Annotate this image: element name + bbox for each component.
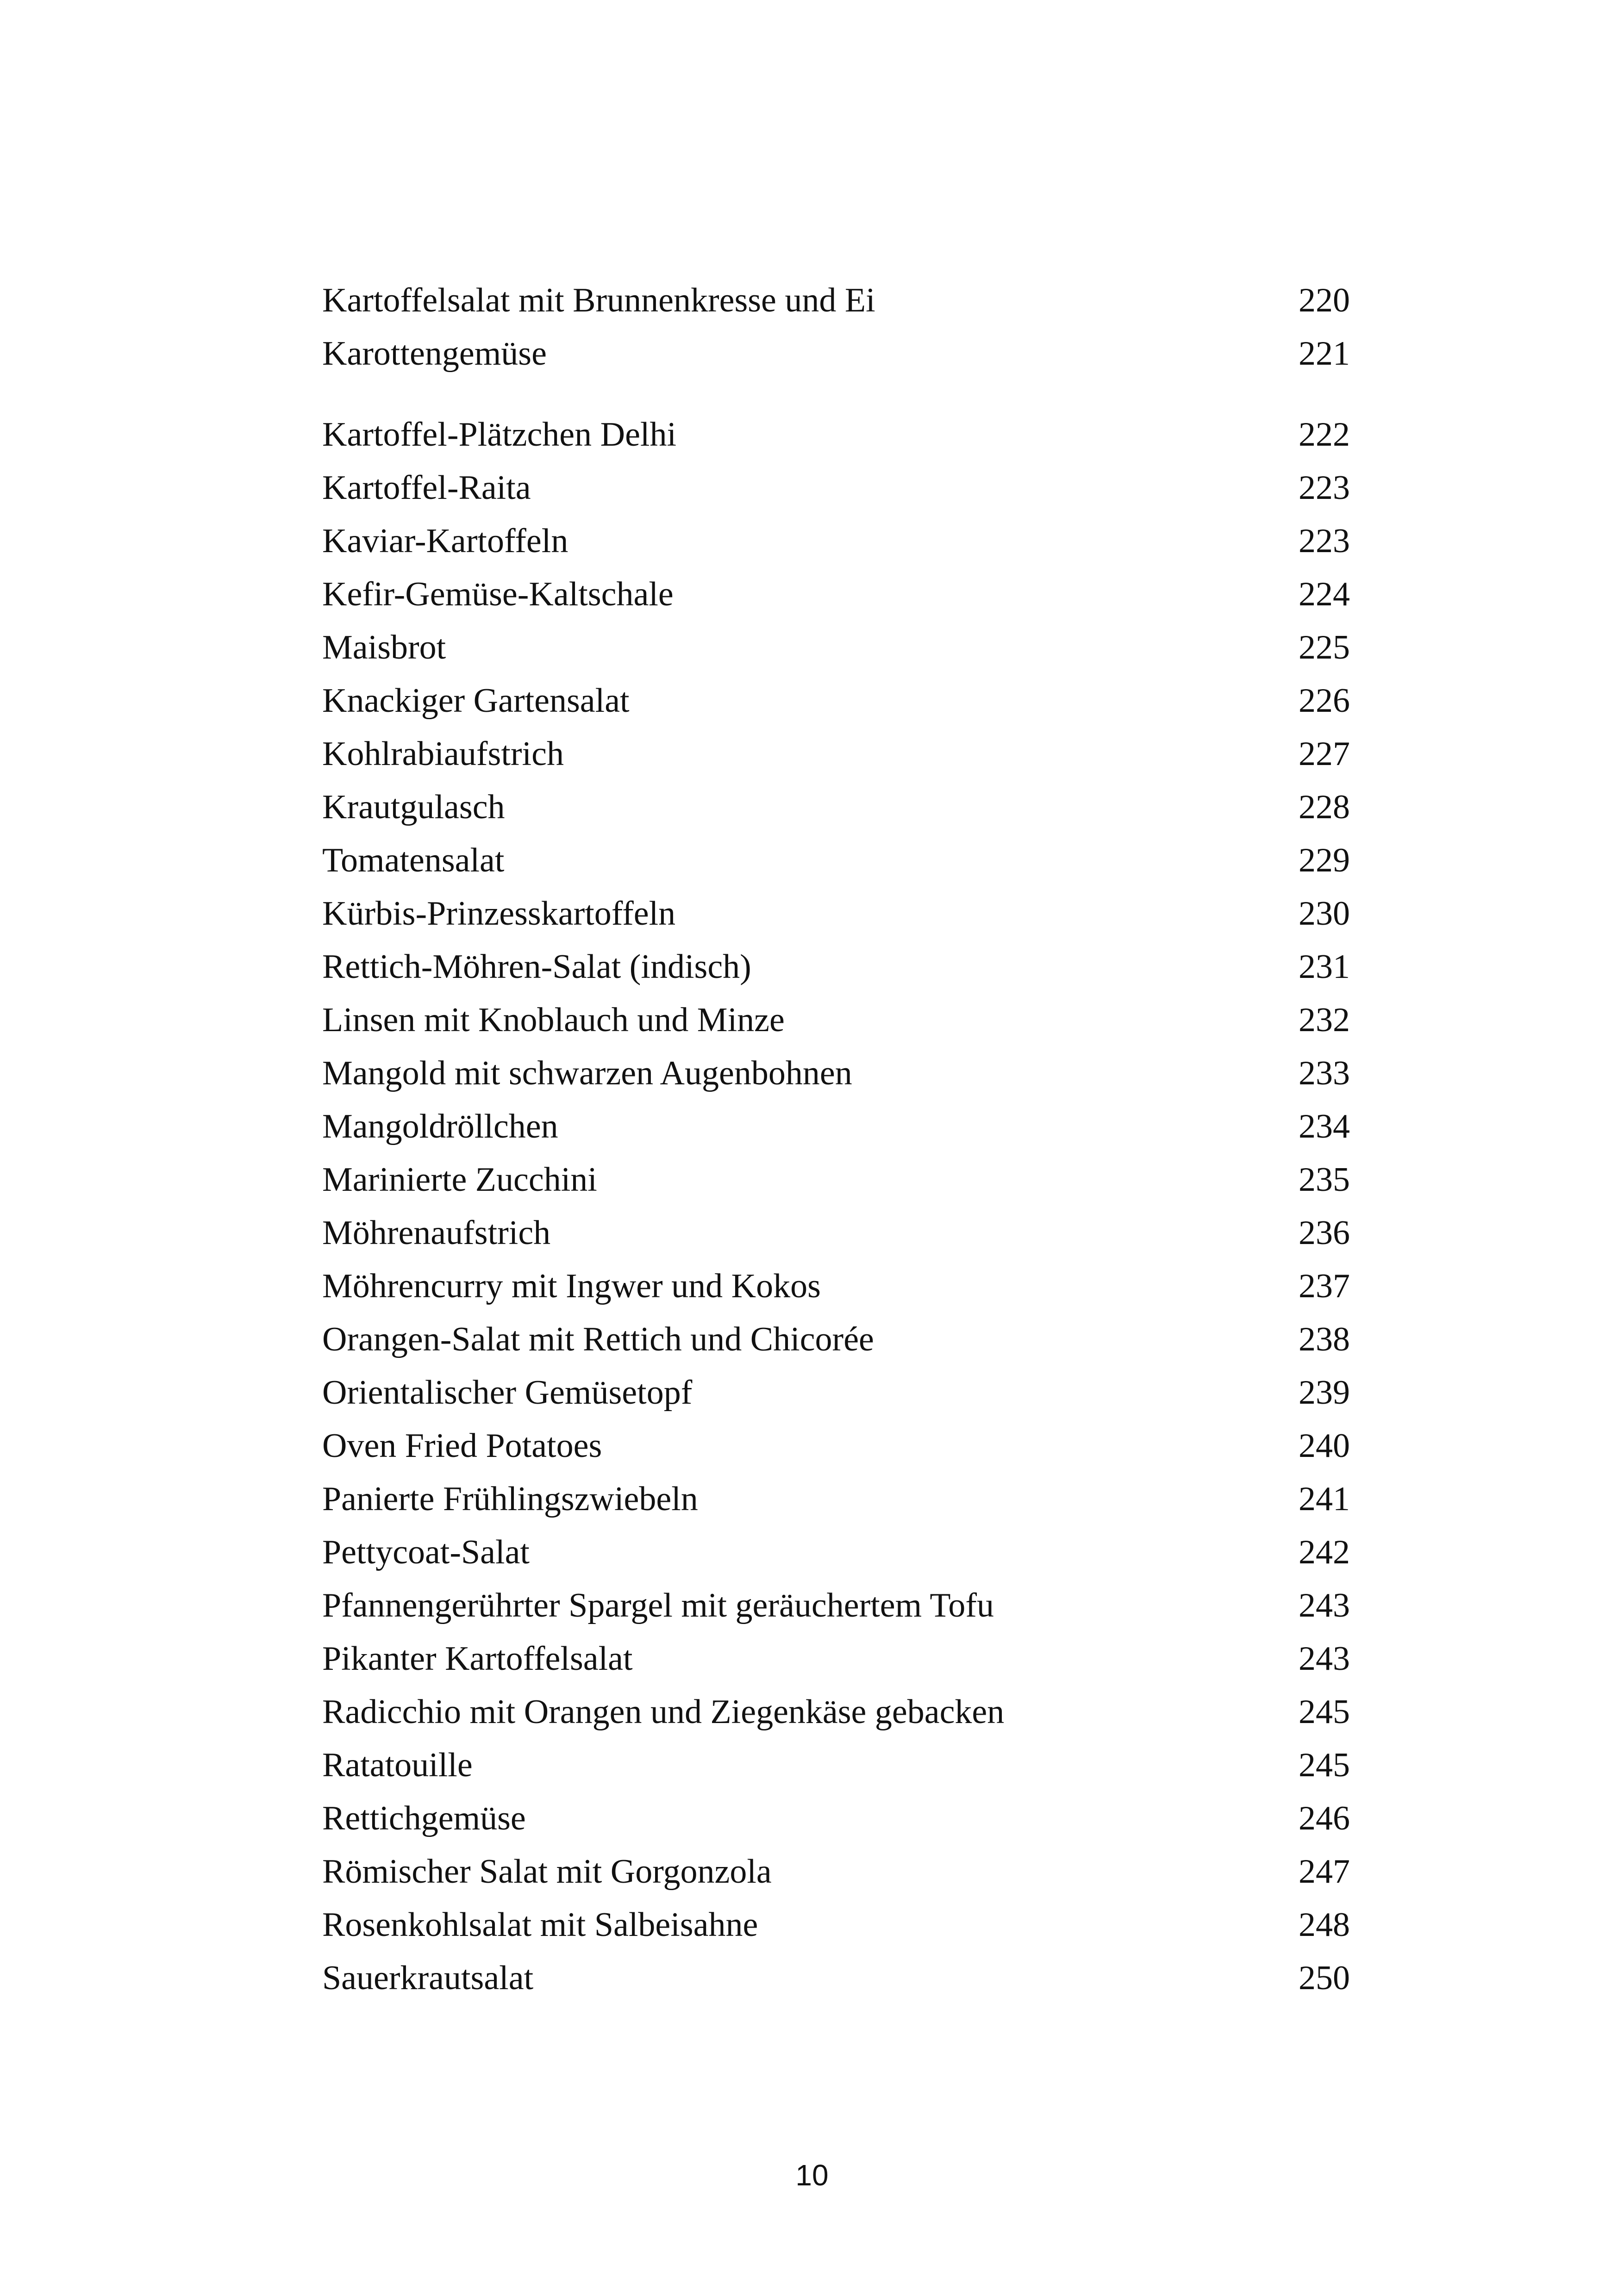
toc-entry-title: Marinierte Zucchini (322, 1161, 597, 1199)
toc-entry (322, 1686, 1350, 1739)
toc-entry-page: 236 (1299, 1214, 1350, 1252)
toc-entry (322, 1100, 1350, 1153)
toc-entry-page: 239 (1299, 1374, 1350, 1412)
toc-entry-title: Krautgulasch (322, 788, 505, 826)
toc-entry (322, 674, 1350, 728)
toc-entry-page: 227 (1299, 735, 1350, 773)
toc-entry-page: 247 (1299, 1853, 1350, 1891)
toc-entry (322, 1473, 1350, 1526)
toc-entry-title: Kürbis-Prinzesskartoffeln (322, 895, 676, 933)
toc-entry (322, 1526, 1350, 1579)
toc-entry-page: 228 (1299, 788, 1350, 826)
toc-entry-page: 238 (1299, 1320, 1350, 1358)
toc-entry (322, 1898, 1350, 1952)
toc-entry-title: Kefir-Gemüse-Kaltschale (322, 575, 674, 613)
toc-entry-page: 242 (1299, 1533, 1350, 1571)
toc-entry (322, 1366, 1350, 1419)
toc-entry-title: Mangoldröllchen (322, 1108, 558, 1145)
toc-entry-page: 241 (1299, 1480, 1350, 1518)
toc-entry-page: 248 (1299, 1906, 1350, 1944)
toc-entry-page: 225 (1299, 628, 1350, 666)
toc-entry-title: Rettich-Möhren-Salat (indisch) (322, 948, 751, 986)
toc-entry (322, 1419, 1350, 1473)
toc-entry (322, 568, 1350, 621)
toc-entry-title: Kaviar-Kartoffeln (322, 522, 568, 560)
toc-entry-page: 221 (1299, 335, 1350, 373)
toc-entry-title: Oven Fried Potatoes (322, 1427, 602, 1465)
toc-entry-title: Kartoffel-Raita (322, 469, 531, 507)
toc-entry (322, 781, 1350, 834)
toc-entry (322, 940, 1350, 994)
toc-entry-page: 235 (1299, 1161, 1350, 1199)
toc-entry-page: 237 (1299, 1267, 1350, 1305)
toc-entry-title: Römischer Salat mit Gorgonzola (322, 1853, 772, 1891)
toc-entry-page: 246 (1299, 1799, 1350, 1837)
toc-entry-page: 234 (1299, 1108, 1350, 1145)
page-number: 10 (795, 2159, 829, 2192)
toc-entry (322, 1047, 1350, 1100)
toc-entry (322, 515, 1350, 568)
toc-entry (322, 1579, 1350, 1632)
toc-entry-title: Linsen mit Knoblauch und Minze (322, 1001, 785, 1039)
toc-entry-title: Kartoffel-Plätzchen Delhi (322, 416, 677, 454)
toc-entry-page: 223 (1299, 469, 1350, 507)
table-of-contents (322, 274, 1350, 2005)
toc-entry-page: 229 (1299, 841, 1350, 879)
toc-entry-title: Möhrenaufstrich (322, 1214, 551, 1252)
toc-entry-page: 250 (1299, 1959, 1350, 1997)
toc-entry (322, 408, 1350, 461)
toc-entry (322, 274, 1350, 327)
toc-entry-title: Orangen-Salat mit Rettich und Chicorée (322, 1320, 874, 1358)
toc-entry-title: Knackiger Gartensalat (322, 682, 630, 720)
toc-entry (322, 728, 1350, 781)
toc-entry (322, 1260, 1350, 1313)
toc-entry-title: Ratatouille (322, 1746, 473, 1784)
toc-entry-page: 240 (1299, 1427, 1350, 1465)
toc-entry-title: Kartoffelsalat mit Brunnenkresse und Ei (322, 281, 875, 319)
toc-entry-page: 243 (1299, 1640, 1350, 1678)
toc-entry-page: 226 (1299, 682, 1350, 720)
toc-entry-page: 222 (1299, 416, 1350, 454)
toc-entry-page: 223 (1299, 522, 1350, 560)
toc-entry-page: 245 (1299, 1693, 1350, 1731)
toc-entry-page: 231 (1299, 948, 1350, 986)
toc-entry (322, 1313, 1350, 1366)
toc-entry-page: 245 (1299, 1746, 1350, 1784)
toc-entry (322, 887, 1350, 940)
toc-entry-title: Mangold mit schwarzen Augenbohnen (322, 1054, 852, 1092)
toc-entry-title: Pfannengerührter Spargel mit geräuchertem Tofu (322, 1587, 994, 1624)
toc-entry-title: Maisbrot (322, 628, 446, 666)
toc-entry-title: Pikanter Kartoffelsalat (322, 1640, 633, 1678)
toc-entry-title: Pettycoat-Salat (322, 1533, 530, 1571)
toc-entry-page: 230 (1299, 895, 1350, 933)
toc-entry (322, 1207, 1350, 1260)
toc-entry-title: Tomatensalat (322, 841, 505, 879)
toc-entry-title: Orientalischer Gemüsetopf (322, 1374, 693, 1412)
toc-entry-page: 220 (1299, 281, 1350, 319)
toc-entry (322, 1792, 1350, 1845)
toc-entry-page: 232 (1299, 1001, 1350, 1039)
toc-entry (322, 1845, 1350, 1898)
toc-entry-title: Rettichgemüse (322, 1799, 526, 1837)
toc-entry (322, 1153, 1350, 1207)
toc-entry (322, 621, 1350, 674)
toc-entry (322, 327, 1350, 408)
toc-entry (322, 994, 1350, 1047)
toc-entry-page: 224 (1299, 575, 1350, 613)
toc-entry (322, 834, 1350, 887)
toc-entry (322, 1952, 1350, 2005)
toc-entry-page: 233 (1299, 1054, 1350, 1092)
toc-entry (322, 461, 1350, 515)
toc-entry-title: Rosenkohlsalat mit Salbeisahne (322, 1906, 758, 1944)
toc-entry-title: Radicchio mit Orangen und Ziegenkäse gebacken (322, 1693, 1005, 1731)
toc-entry-title: Karottengemüse (322, 335, 547, 373)
toc-entry (322, 1632, 1350, 1686)
toc-entry-title: Panierte Frühlingszwiebeln (322, 1480, 698, 1518)
toc-entry-page: 243 (1299, 1587, 1350, 1624)
toc-entry (322, 1739, 1350, 1792)
toc-entry-title: Kohlrabiaufstrich (322, 735, 564, 773)
toc-entry-title: Sauerkrautsalat (322, 1959, 534, 1997)
toc-entry-title: Möhrencurry mit Ingwer und Kokos (322, 1267, 821, 1305)
